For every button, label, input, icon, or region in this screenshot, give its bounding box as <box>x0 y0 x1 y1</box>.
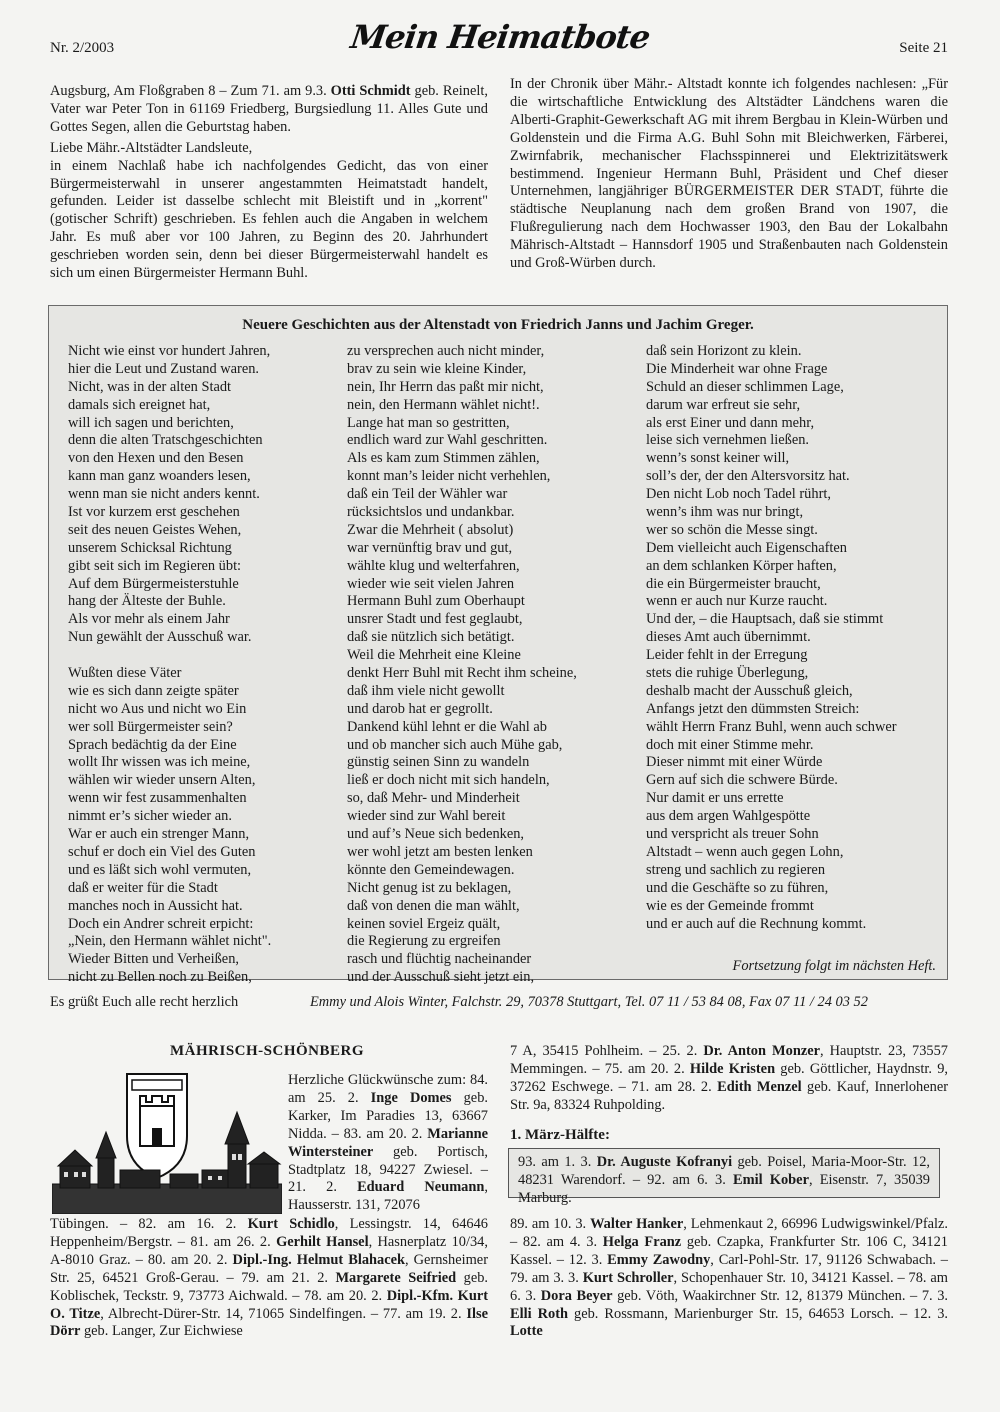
poem-line: seit des neuen Geistes Wehen, <box>68 521 242 538</box>
poem-line: Wußten diese Väter <box>68 665 182 682</box>
section-title: MÄHRISCH-SCHÖNBERG <box>170 1043 365 1059</box>
poem-line: wieder sind zur Wahl bereit <box>347 808 506 825</box>
poem-line: und verspricht als treuer Sohn <box>646 826 819 843</box>
poem-line: und er auch auf die Rechnung kommt. <box>646 915 867 932</box>
intro-paragraph: in einem Nachlaß habe ich nachfolgendes Gedicht, das von einer Bürgermeisterwahl in unserer angestammten Heimatstadt handelt, gefunden. Leider ist dasselbe schlecht mit Bleistift und in „korrent" (gotischer Schrift) geschrieben. Es fehlen auch die Angaben in welchem Jahr. Es muß aber vor 100 Jahren, zu Beginn des 20. Jahrhundert geschrieben worden sein, denn bei dieser Bürgermeisterwahl handelt es sich um einen Bürgermeister Hermann Buhl. <box>50 157 488 282</box>
poem-line: Doch ein Andrer schreit erpicht: <box>68 915 254 932</box>
poem-line: deshalb macht der Ausschuß gleich, <box>646 682 853 699</box>
poem-line: daß sie nützlich sich betätigt. <box>347 629 515 646</box>
birthday-paragraph: Augsburg, Am Floßgraben 8 – Zum 71. am 9.3. Otti Schmidt geb. Reinelt, Vater war Peter Ton in 61169 Friedberg, Burgsiedlung 11. Alles Gute und Gottes Segen, allen die Geburtstag haben. <box>50 83 488 135</box>
masthead-title: Mein Heimatbote <box>348 18 652 56</box>
poem-line: und darob hat er gegrollt. <box>347 700 493 717</box>
sender-address: Emmy und Alois Winter, Falchstr. 29, 70378 Stuttgart, Tel. 07 11 / 53 84 08, Fax 07 11 / 24 03 52 <box>310 994 868 1010</box>
poem-line: günstig seinen Sinn zu wandeln <box>347 754 530 771</box>
poem-line: darum war erfreut sie sehr, <box>646 396 801 413</box>
poem-line: Als es kam zum Stimmen zählen, <box>347 450 540 467</box>
poem-line: wer wohl jetzt am besten lenken <box>347 843 533 860</box>
poem-column-3 <box>646 343 897 933</box>
poem-line: Lange hat man so gestritten, <box>347 414 510 431</box>
poem-line: so, daß Mehr- und Minderheit <box>347 790 520 807</box>
poem-line: daß ihm viele nicht gewollt <box>347 682 505 699</box>
poem-line: wer so schön die Messe singt. <box>646 521 818 538</box>
poem-line: Anfangs jetzt den dümmsten Streich: <box>646 700 860 717</box>
poem-line: unsrer Stadt und fest geglaubt, <box>347 611 523 628</box>
poem-line: nein, Ihr Herrn das paßt mir nicht, <box>347 378 544 395</box>
poem-line: nimmt er’s sicher wieder an. <box>68 808 232 825</box>
poem-line: Nicht genug ist zu beklagen, <box>347 879 512 896</box>
poem-line: wenn man sie nicht anders kennt. <box>68 486 260 503</box>
poem-line: Ist vor kurzem erst geschehen <box>68 504 240 521</box>
poem-line: Den nicht Lob noch Tadel rührt, <box>646 486 831 503</box>
poem-line: doch mit einer Stimme mehr. <box>646 736 814 753</box>
poem-line: Hermann Buhl zum Oberhaupt <box>347 593 525 610</box>
poem-line: zu versprechen auch nicht minder, <box>347 343 545 359</box>
poem-line: könnte den Gemeindewagen. <box>347 861 515 878</box>
poem-line: nein, den Hermann wählet nicht!. <box>347 396 540 413</box>
poem-line: wenn wir fest zusammenhalten <box>68 790 247 807</box>
top-right-column <box>510 76 948 273</box>
poem-line: und ob mancher sich auch Mühe gab, <box>347 736 563 753</box>
poem-line: Als vor mehr als einem Jahr <box>68 611 230 628</box>
poem-line: Gern auf sich die schwere Bürde. <box>646 772 838 789</box>
poem-line: Die Minderheit war ohne Frage <box>646 360 828 377</box>
poem-line: Sprach bedächtig da der Eine <box>68 736 237 753</box>
poem-line: als erst Einer und dann mehr, <box>646 414 815 431</box>
poem-line: keinen soviel Ergeiz quält, <box>347 915 501 932</box>
poem-line: Nicht, was in der alten Stadt <box>68 378 232 395</box>
poem-line: dieses Amt auch übernimmt. <box>646 629 811 646</box>
poem-line: kann man ganz woanders lesen, <box>68 468 251 485</box>
poem-line: „Nein, den Hermann wählet nicht". <box>68 933 272 950</box>
salutation: Liebe Mähr.-Altstädter Landsleute, <box>50 139 253 156</box>
poem-line: konnt man’s leider nicht verhehlen, <box>347 468 551 485</box>
congratulations-list-left: Tübingen. – 82. am 16. 2. Kurt Schidlo, Lessingstr. 14, 64646 Heppenheim/Bergstr. – 81. am 26. 2. Gerhilt Hansel, Hasnerplatz 10/34, A-8010 Graz. – 80. am 20. 2. Dipl.-Ing. Helmut Blahacek, Gernsheimer Str. 25, 64521 Groß-Gerau. – 79. am 21. 2. Margarete Seifried geb. Koblischek, Teckstr. 9, 73773 Aichwald. – 78. am 20. 2. Dipl.-Kfm. Kurt O. Titze, Albrecht-Dürer-Str. 14, 71065 Sindelfingen. – 77. am 19. 2. Ilse Dörr geb. Langer, Zur Eichwiese <box>50 1216 489 1340</box>
poem-line: hier die Leut und Zustand waren. <box>68 360 260 377</box>
poem-line: Nur damit er uns errette <box>646 790 784 807</box>
poem-line: Nicht wie einst vor hundert Jahren, <box>68 343 271 359</box>
issue-number: Nr. 2/2003 <box>50 40 115 56</box>
poem-line: manches noch in Aussicht hat. <box>68 897 243 914</box>
poem-line: wenn er auch nur Kurze raucht. <box>646 593 828 610</box>
poem-line: Auf dem Bürgermeisterstuhle <box>68 575 239 592</box>
poem-line: Wieder Bitten und Verheißen, <box>68 951 239 968</box>
poem-line: daß ein Teil der Wähler war <box>347 486 508 503</box>
congratulations-list-right-bottom: 89. am 10. 3. Walter Hanker, Lehmenkaut 2, 66996 Ludwigswinkel/Pfalz. – 82. am 4. 3. Helga Franz geb. Czapka, Frankfurter Str. 106 C, 34121 Kassel. – 12. 3. Emmy Zawodny, Carl-Pohl-Str. 17, 91126 Schwabach. – 79. am 3. 3. Kurt Schroller, Schopenhauer Str. 10, 34121 Kassel. – 78. am 6. 3. Dora Beyer geb. Vöth, Waakirchner Str. 12, 81379 München. – 7. 3. Elli Roth geb. Rossmann, Marienburger Str. 15, 64653 Lorsch. – 12. 3. Lotte <box>510 1216 949 1340</box>
poem-line: leise sich vernehmen ließen. <box>646 432 810 449</box>
poem-line: ließ er doch nicht mit sich handeln, <box>347 772 550 789</box>
highlighted-birthdays-box: 93. am 1. 3. Dr. Auguste Kofranyi geb. Poisel, Maria-Moor-Str. 12, 48231 Warendorf. – 92. am 6. 3. Emil Kober, Eisenstr. 7, 35039 Marburg. <box>508 1148 940 1198</box>
poem-line: soll’s der, der den Altersvorsitz hat. <box>646 468 850 485</box>
poem-line: an dem schlanken Körper haften, <box>646 557 837 574</box>
poem-line: wählte klug und welterfahren, <box>347 557 520 574</box>
poem-line: Dankend kühl lehnt er die Wahl ab <box>347 718 547 735</box>
poem-line: wählt Herrn Franz Buhl, wenn auch schwer <box>646 718 897 735</box>
greeting-text: Es grüßt Euch alle recht herzlich <box>50 994 239 1010</box>
poem-line: daß sein Horizont zu klein. <box>646 343 802 359</box>
top-left-column <box>50 83 488 283</box>
poem-line: Dem vielleicht auch Eigenschaften <box>646 539 847 556</box>
masthead-logo <box>0 18 1000 56</box>
poem-line: nicht wo Aus und nicht wo Ein <box>68 700 247 717</box>
poem-line: die ein Bürgermeister braucht, <box>646 575 821 592</box>
poem-line: wer soll Bürgermeister sein? <box>68 718 233 735</box>
poem-line: unserem Schicksal Richtung <box>68 539 232 556</box>
poem-line: wenn’s sonst keiner will, <box>646 450 790 467</box>
congratulations-intro: Herzliche Glückwünsche zum: 84. am 25. 2. Inge Domes geb. Karker, Im Paradies 13, 63667 Nidda. – 83. am 20. 2. Marianne Wintersteiner geb. Portisch, Stadtplatz 18, 94227 Zwiesel. – 21. 2. Eduard Neumann, Hausserstr. 131, 72076 <box>288 1072 488 1214</box>
poem-line: schuf er doch ein Viel des Guten <box>68 843 256 860</box>
poem-line: endlich ward zur Wahl geschritten. <box>347 432 548 449</box>
poem-line: wollt Ihr wissen was ich meine, <box>68 754 251 771</box>
poem-line: rücksichtslos und undankbar. <box>347 504 515 521</box>
poem-line: streng und sachlich zu regieren <box>646 861 826 878</box>
poem-line: Dieser nimmt mit einer Würde <box>646 754 823 771</box>
poem-line: Altstadt – wenn auch gegen Lohn, <box>646 843 844 860</box>
poem-line: aus dem argen Wahlgespötte <box>646 808 811 825</box>
poem-column-2 <box>347 343 577 987</box>
poem-line: hang der Älteste der Buhle. <box>68 593 226 610</box>
poem-line: und der Ausschuß sieht jetzt ein, <box>347 969 535 986</box>
poem-line <box>68 647 271 665</box>
poem-line: daß er weiter für die Stadt <box>68 879 218 896</box>
chronicle-paragraph: In der Chronik über Mähr.- Altstadt konnte ich folgendes nachlesen: „Für die wirtschaftliche Entwicklung des Altstädter Ländchens waren die Alberti-Graphit-Gewerkschaft AG mit ihrem Bergbau in Klein-Würben und Goldenstein und die Firma A.G. Buhl Sohn mit Bleichwerken, Färberei, Zwirnfabrik, mechanischer Flachsspinnerei und Elektrizitätswerk bestimmend. Ingenieur Hermann Buhl, Präsident und Chef dieser Unternehmen, langjähriger BÜRGERMEISTER DER STADT, führte die städtische Neuplanung nach dem großen Brand von 1907, die Flußregulierung nach dem Hochwasser 1903, den Bau der Lokalbahn Mährisch-Altstadt – Hannsdorf 1905 und Straßenbauten nach Goldenstein und Groß-Würben durch. <box>510 76 948 272</box>
poem-line: daß von denen die man wählt, <box>347 897 520 914</box>
poem-line: Leider fehlt in der Erregung <box>646 647 808 664</box>
poem-line: von den Hexen und den Besen <box>68 450 244 467</box>
poem-line: Nun gewählt der Ausschuß war. <box>68 629 252 646</box>
poem-line: Zwar die Mehrheit ( absolut) <box>347 521 514 538</box>
poem-line: und auf’s Neue sich bedenken, <box>347 826 525 843</box>
poem-line: Und der, – die Hauptsach, daß sie stimmt <box>646 611 884 628</box>
poem-line: Schuld an dieser schlimmen Lage, <box>646 378 844 395</box>
march-half-heading: 1. März-Hälfte: <box>510 1127 610 1143</box>
poem-line: War er auch ein strenger Mann, <box>68 826 250 843</box>
poem-line: Weil die Mehrheit eine Kleine <box>347 647 521 664</box>
poem-column-1 <box>68 343 271 987</box>
town-crest-illustration <box>52 1066 282 1214</box>
poem-line: und die Geschäfte so zu führen, <box>646 879 829 896</box>
poem-line: rasch und flüchtig nacheinander <box>347 951 532 968</box>
poem-line: brav zu sein wie kleine Kinder, <box>347 360 527 377</box>
poem-title: Neuere Geschichten aus der Altenstadt von Friedrich Janns und Jachim Greger. <box>242 317 754 333</box>
poem-line: gibt seit sich im Regieren übt: <box>68 557 242 574</box>
poem-line: damals sich ereignet hat, <box>68 396 211 413</box>
poem-line: und es läßt sich wohl vermuten, <box>68 861 252 878</box>
poem-line: wählen wir wieder unsern Alten, <box>68 772 256 789</box>
poem-line: stets die ruhige Überlegung, <box>646 665 809 682</box>
congratulations-list-right-top: 7 A, 35415 Pohlheim. – 25. 2. Dr. Anton Monzer, Hauptstr. 23, 73557 Memmingen. – 75. am 20. 2. Hilde Kristen geb. Göttlicher, Haydnstr. 9, 37262 Eschwege. – 71. am 28. 2. Edith Menzel geb. Kauf, Innerlohener Str. 9a, 83324 Ruhpolding. <box>510 1043 949 1113</box>
poem-line: die Regierung zu ergreifen <box>347 933 501 950</box>
poem-line: wie es der Gemeinde frommt <box>646 897 814 914</box>
poem-line: wie es sich dann zeigte später <box>68 682 239 699</box>
poem-line: wieder wie seit vielen Jahren <box>347 575 515 592</box>
poem-line: denn die alten Tratschgeschichten <box>68 432 263 449</box>
poem-line: wenn’s ihm was nur bringt, <box>646 504 804 521</box>
poem-line: nicht zu Bellen noch zu Beißen, <box>68 969 252 986</box>
continuation-note: Fortsetzung folgt im nächsten Heft. <box>732 958 936 974</box>
poem-line: will ich sagen und berichten, <box>68 414 234 431</box>
page-number: Seite 21 <box>899 40 948 56</box>
person-name: Otti Schmidt <box>330 83 411 99</box>
poem-line: denkt Herr Buhl mit Recht ihm scheine, <box>347 665 577 682</box>
poem-line: war vernünftig brav und gut, <box>347 539 513 556</box>
